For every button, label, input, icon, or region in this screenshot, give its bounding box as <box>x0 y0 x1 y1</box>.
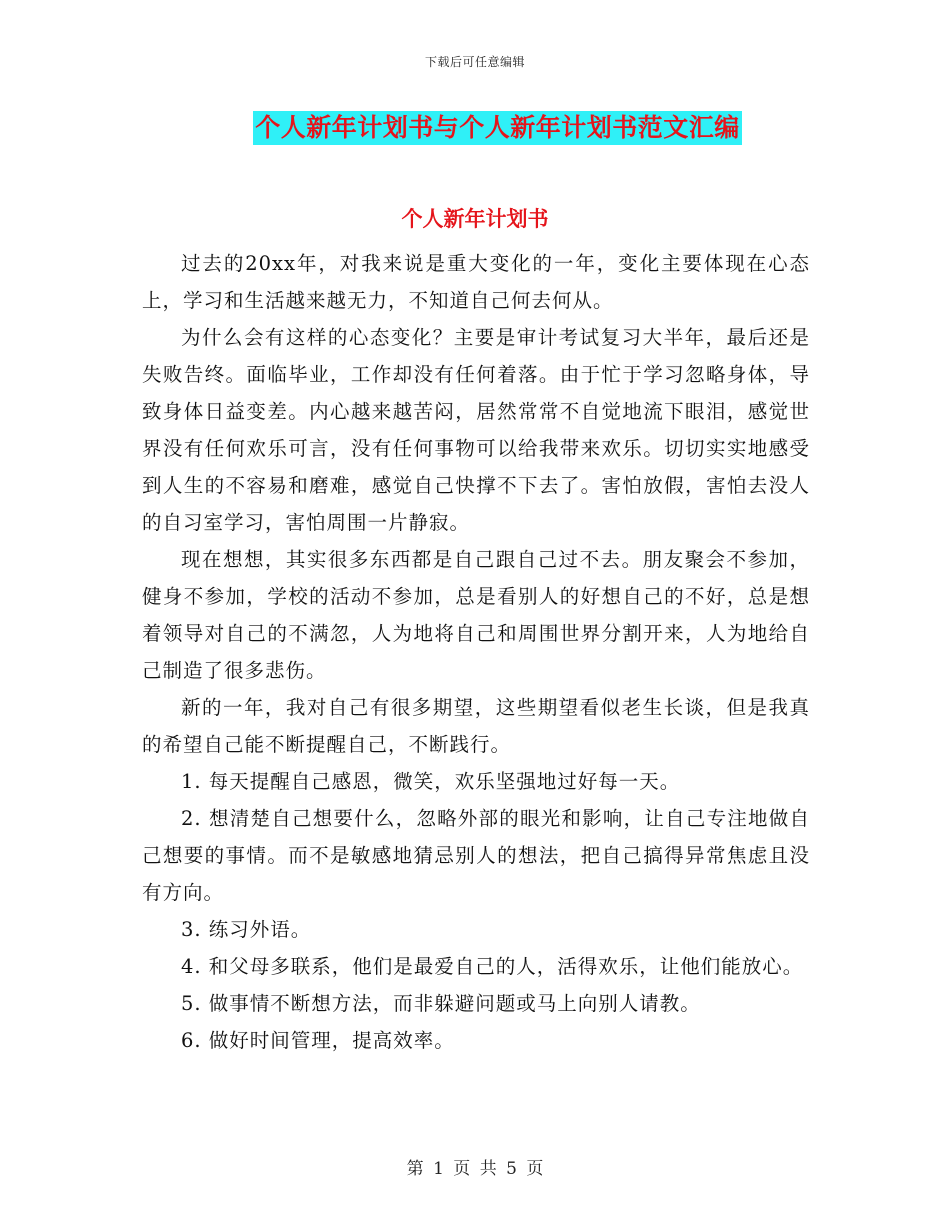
main-title: 个人新年计划书与个人新年计划书范文汇编 <box>253 111 742 145</box>
page-number-footer: 第 1 页 共 5 页 <box>406 1159 544 1179</box>
list-item: 6. 做好时间管理，提高效率。 <box>181 1029 455 1052</box>
document-body <box>142 245 810 1059</box>
paragraph: 过去的20xx年，对我来说是重大变化的一年，变化主要体现在心态上，学习和生活越来越无力，不知道自己何去何从。 <box>142 252 810 312</box>
section-title: 个人新年计划书 <box>401 206 549 231</box>
list-item: 4. 和父母多联系，他们是最爱自己的人，活得欢乐，让他们能放心。 <box>181 955 804 978</box>
list-item: 3. 练习外语。 <box>181 918 312 941</box>
paragraph: 为什么会有这样的心态变化？主要是审计考试复习大半年，最后还是失败告终。面临毕业，工作却没有任何着落。由于忙于学习忽略身体，导致身体日益变差。内心越来越苦闷，居然常常不自觉地流下眼泪，感觉世界没有任何欢乐可言，没有任何事物可以给我带来欢乐。切切实实地感受到人生的不容易和磨难，感觉自己快撑不下去了。害怕放假，害怕去没人的自习室学习，害怕周围一片静寂。 <box>142 326 810 534</box>
paragraph: 新的一年，我对自己有很多期望，这些期望看似老生长谈，但是我真的希望自己能不断提醒自己，不断践行。 <box>142 696 810 756</box>
list-item: 5. 做事情不断想方法，而非躲避问题或马上向别人请教。 <box>181 992 701 1015</box>
list-item: 2. 想清楚自己想要什么，忽略外部的眼光和影响，让自己专注地做自己想要的事情。而不是敏感地猜忌别人的想法，把自己搞得异常焦虑且没有方向。 <box>142 807 810 904</box>
list-item: 1. 每天提醒自己感恩，微笑，欢乐坚强地过好每一天。 <box>181 770 681 793</box>
paragraph: 现在想想，其实很多东西都是自己跟自己过不去。朋友聚会不参加，健身不参加，学校的活动不参加，总是看别人的好想自己的不好，总是想着领导对自己的不满忽，人为地将自己和周围世界分割开来，人为地给自己制造了很多悲伤。 <box>142 548 810 682</box>
main-title-container <box>0 111 950 145</box>
header-note: 下载后可任意编辑 <box>424 55 525 69</box>
